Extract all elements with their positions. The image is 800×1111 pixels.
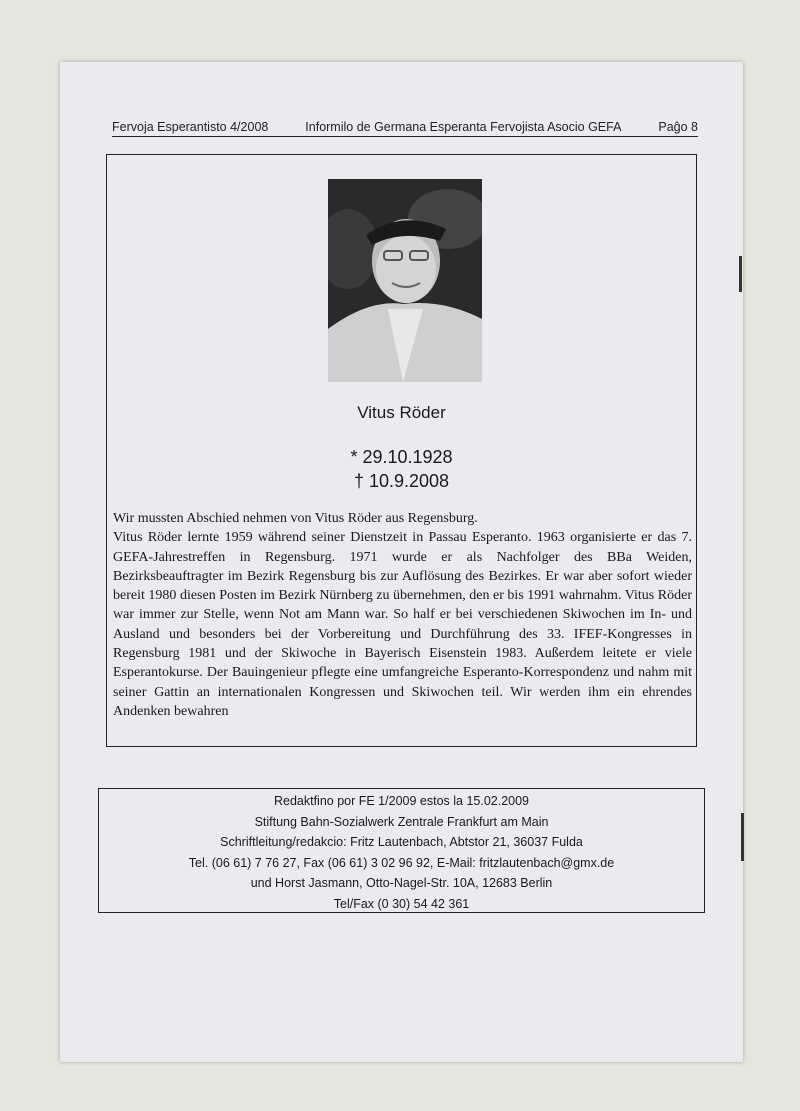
deceased-name: Vitus Röder: [357, 403, 446, 422]
co-editor-phone-line: Tel/Fax (0 30) 54 42 361: [333, 896, 470, 911]
editor-line: Schriftleitung/redakcio: Fritz Lautenbach, Abtstor 21, 36037 Fulda: [220, 835, 583, 849]
contact-line: Tel. (06 61) 7 76 27, Fax (06 61) 3 02 96 92, E-Mail: fritzlautenbach@gmx.de: [188, 855, 615, 870]
staple-top: [739, 256, 742, 292]
birth-date: * 29.10.1928: [350, 447, 453, 467]
header-subtitle: Informilo de Germana Esperanta Fervojista Asocio GEFA: [305, 120, 622, 134]
obituary-body: Vitus Röder lernte 1959 während seiner Dienstzeit in Passau Esperanto. 1963 organisierte er das 7. GEFA-Jahrestreffen in Regensburg. 1971 wurde er als Nachfolger des BBa Weiden, Bezirksbeauftragter im Bezirk Regensburg bis zur Auflösung des Bezirkes. Er war aber sofort wieder bereit 1980 diesen Posten im Bezirk Nürnberg zu übernehmen, den er bis 1991 wahrnahm. Vitus Röder war immer zur Stelle, wenn Not am Mann war. So half er bei verschiedenen Skiwochen im In- und Ausland und besonders bei der Vorbereitung und Durchführung des 33. IFEF-Kongresses in Regensburg 1981 und der Skiwoche in Bayerisch Eisenstein 1983. Außerdem leitete er viele Esperantokurse. Der Bauingenieur pflegte eine umfangreiche Esperanto-Korrespondenz und nahm mit seiner Gattin an internationalen Kongressen und Skiwochen teil. Wir werden ihm ein ehrendes Andenken bewahren: [113, 530, 692, 719]
obituary-text: [113, 509, 692, 721]
portrait-illustration: [328, 179, 482, 382]
page-header: [112, 120, 698, 137]
header-page-number: Paĝo 8: [658, 120, 698, 134]
staple-bottom: [741, 813, 744, 861]
publisher-line: Stiftung Bahn-Sozialwerk Zentrale Frankfurt am Main: [254, 814, 549, 829]
editorial-info-box: [98, 788, 705, 913]
obituary-box: [106, 154, 697, 747]
co-editor-line: und Horst Jasmann, Otto-Nagel-Str. 10A, 12683 Berlin: [250, 876, 553, 890]
obituary-opening: Wir mussten Abschied nehmen von Vitus Röder aus Regensburg.: [113, 511, 478, 526]
header-publication: Fervoja Esperantisto 4/2008: [112, 120, 269, 134]
life-dates: [107, 445, 696, 493]
deadline-line: Redaktfino por FE 1/2009 estos la 15.02.2009: [273, 794, 530, 808]
death-date: † 10.9.2008: [353, 471, 450, 491]
portrait-photo: [328, 179, 482, 382]
